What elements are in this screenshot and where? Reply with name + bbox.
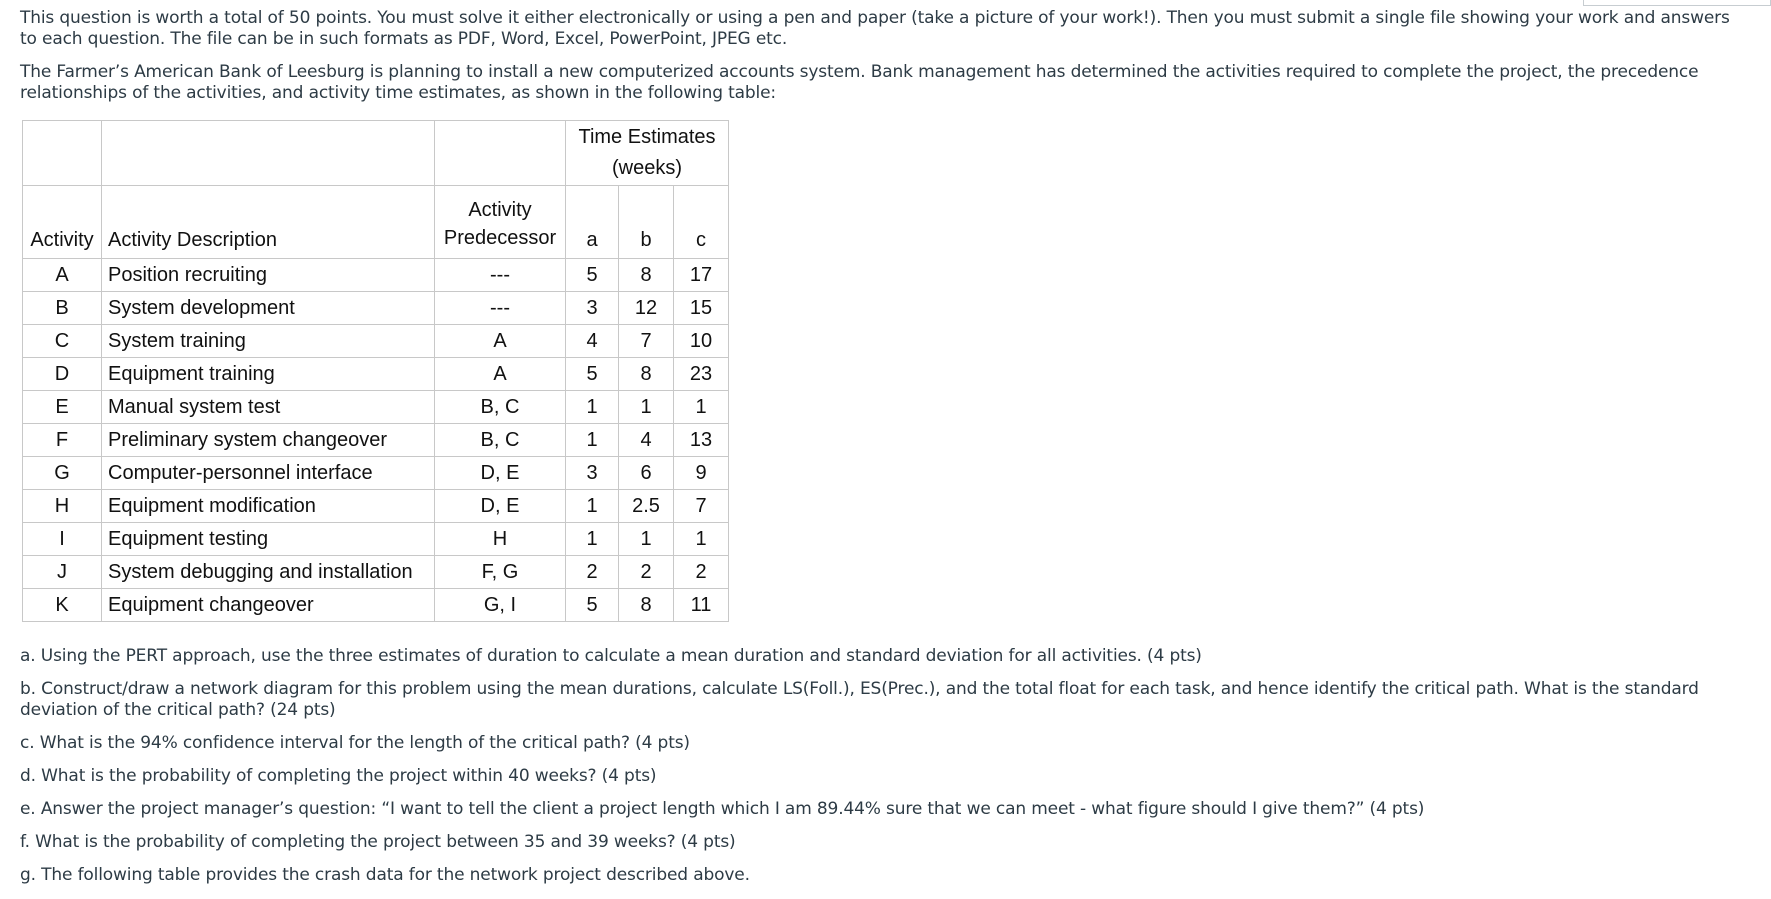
estimate-a-cell: 5 [566, 589, 619, 622]
predecessor-cell: B, C [435, 424, 566, 457]
estimate-b-cell: 1 [619, 523, 674, 556]
description-cell: Position recruiting [102, 259, 435, 292]
question-item: f. What is the probability of completing the project between 35 and 39 weeks? (4 pts) [20, 832, 736, 852]
estimate-c-cell: 1 [674, 391, 729, 424]
activity-cell: K [23, 589, 102, 622]
estimate-c-cell: 17 [674, 259, 729, 292]
question-item: b. Construct/draw a network diagram for this problem using the mean durations, calculate LS(Foll.), ES(Prec.), and the total float for each task, and hence identify the critical path. What is the standard deviation of the critical path? (24 pts) [20, 679, 1699, 720]
estimate-b-cell: 4 [619, 424, 674, 457]
activity-cell: H [23, 490, 102, 523]
question-item: e. Answer the project manager’s question: “I want to tell the client a project length which I am 89.44% sure that we can meet - what figure should I give them?” (4 pts) [20, 799, 1425, 819]
table-column-header-row [23, 186, 729, 259]
header-activity: Activity [23, 186, 102, 259]
table-row [23, 259, 729, 292]
description-cell: Equipment testing [102, 523, 435, 556]
header-predecessor [435, 186, 566, 259]
activity-cell: J [23, 556, 102, 589]
question-content [20, 0, 1750, 104]
estimate-c-cell: 13 [674, 424, 729, 457]
estimate-a-cell: 3 [566, 292, 619, 325]
header-predecessor-line2: Predecessor [443, 227, 557, 249]
estimate-a-cell: 4 [566, 325, 619, 358]
activity-cell: A [23, 259, 102, 292]
time-estimates-header [566, 121, 729, 186]
time-estimates-label: Time Estimates [578, 126, 716, 148]
description-cell: System development [102, 292, 435, 325]
table-top-header-row [23, 121, 729, 186]
estimate-a-cell: 1 [566, 391, 619, 424]
predecessor-cell: H [435, 523, 566, 556]
time-estimates-unit: (weeks) [611, 157, 682, 179]
predecessor-cell: --- [435, 292, 566, 325]
estimate-b-cell: 8 [619, 259, 674, 292]
activity-cell: E [23, 391, 102, 424]
activity-cell: I [23, 523, 102, 556]
estimate-b-cell: 8 [619, 589, 674, 622]
estimate-a-cell: 5 [566, 358, 619, 391]
estimate-a-cell: 2 [566, 556, 619, 589]
intro-paragraph: The Farmer’s American Bank of Leesburg is planning to install a new computerized accounts system. Bank management has determined the activities required to complete the project, the precedence relationships of the activities, and activity time estimates, as shown in the following table: [20, 62, 1699, 103]
description-cell: Manual system test [102, 391, 435, 424]
estimate-c-cell: 2 [674, 556, 729, 589]
estimate-c-cell: 23 [674, 358, 729, 391]
estimate-a-cell: 1 [566, 490, 619, 523]
estimate-b-cell: 7 [619, 325, 674, 358]
description-cell: System debugging and installation [102, 556, 435, 589]
table-row [23, 358, 729, 391]
header-description: Activity Description [102, 186, 435, 259]
instructions-paragraph: This question is worth a total of 50 points. You must solve it either electronically or using a pen and paper (take a picture of your work!). Then you must submit a single file showing your work and answers to each question. The file can be in such formats as PDF, Word, Excel, PowerPoint, JPEG etc. [20, 8, 1730, 49]
estimate-c-cell: 1 [674, 523, 729, 556]
table-row [23, 292, 729, 325]
predecessor-cell: D, E [435, 490, 566, 523]
estimate-c-cell: 7 [674, 490, 729, 523]
estimate-b-cell: 2.5 [619, 490, 674, 523]
table-row [23, 424, 729, 457]
estimate-c-cell: 15 [674, 292, 729, 325]
activity-cell: F [23, 424, 102, 457]
estimate-b-cell: 1 [619, 391, 674, 424]
estimate-b-cell: 2 [619, 556, 674, 589]
question-item: d. What is the probability of completing the project within 40 weeks? (4 pts) [20, 766, 657, 786]
header-b: b [619, 186, 674, 259]
activity-cell: C [23, 325, 102, 358]
header-c: c [674, 186, 729, 259]
estimate-a-cell: 1 [566, 523, 619, 556]
estimate-b-cell: 12 [619, 292, 674, 325]
description-cell: Computer-personnel interface [102, 457, 435, 490]
empty-header-cell [23, 121, 102, 186]
table-row [23, 457, 729, 490]
description-cell: Equipment modification [102, 490, 435, 523]
predecessor-cell: F, G [435, 556, 566, 589]
predecessor-cell: A [435, 325, 566, 358]
activity-cell: G [23, 457, 102, 490]
activity-table [22, 120, 729, 622]
table-row [23, 490, 729, 523]
predecessor-cell: G, I [435, 589, 566, 622]
description-cell: Preliminary system changeover [102, 424, 435, 457]
estimate-c-cell: 10 [674, 325, 729, 358]
header-a: a [566, 186, 619, 259]
description-cell: Equipment training [102, 358, 435, 391]
question-list [20, 646, 1740, 898]
empty-header-cell [435, 121, 566, 186]
table-row [23, 391, 729, 424]
table-row [23, 523, 729, 556]
predecessor-cell: --- [435, 259, 566, 292]
table-row [23, 556, 729, 589]
empty-header-cell [102, 121, 435, 186]
table-row [23, 589, 729, 622]
estimate-c-cell: 11 [674, 589, 729, 622]
predecessor-cell: B, C [435, 391, 566, 424]
description-cell: System training [102, 325, 435, 358]
question-item: g. The following table provides the crash data for the network project described above. [20, 865, 750, 885]
estimate-b-cell: 6 [619, 457, 674, 490]
question-item: c. What is the 94% confidence interval for the length of the critical path? (4 pts) [20, 733, 690, 753]
activity-cell: B [23, 292, 102, 325]
estimate-a-cell: 3 [566, 457, 619, 490]
estimate-c-cell: 9 [674, 457, 729, 490]
predecessor-cell: A [435, 358, 566, 391]
predecessor-cell: D, E [435, 457, 566, 490]
estimate-a-cell: 1 [566, 424, 619, 457]
header-predecessor-line1: Activity [468, 199, 532, 221]
question-item: a. Using the PERT approach, use the three estimates of duration to calculate a mean duration and standard deviation for all activities. (4 pts) [20, 646, 1202, 666]
description-cell: Equipment changeover [102, 589, 435, 622]
table-row [23, 325, 729, 358]
estimate-a-cell: 5 [566, 259, 619, 292]
activity-cell: D [23, 358, 102, 391]
estimate-b-cell: 8 [619, 358, 674, 391]
